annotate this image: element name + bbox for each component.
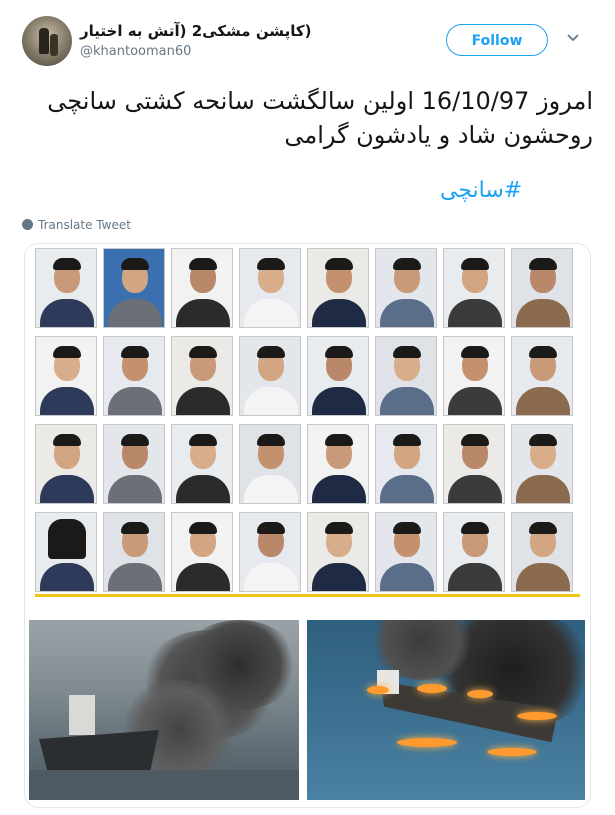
portrait-photo: [103, 248, 165, 328]
tweet-line-1: امروز 16/10/97 اولین سالگشت سانحه کشتی سانچی: [47, 87, 593, 115]
portrait-photo: [239, 424, 301, 504]
portrait-photo: [375, 248, 437, 328]
portrait-photo: [103, 336, 165, 416]
portrait-photo: [443, 512, 505, 592]
portrait-photo: [171, 336, 233, 416]
portrait-photo: [171, 512, 233, 592]
portrait-photo: [239, 336, 301, 416]
portrait-photo: [239, 248, 301, 328]
chevron-down-icon[interactable]: [566, 30, 582, 46]
avatar-soldier-icon-2: [50, 34, 58, 56]
tweet-media[interactable]: [24, 243, 591, 808]
translate-label: Translate Tweet: [38, 218, 131, 232]
portrait-photo: [375, 512, 437, 592]
tweet-header: [0, 0, 615, 80]
portrait-photo: [103, 512, 165, 592]
portrait-photo: [35, 512, 97, 592]
follow-button[interactable]: Follow: [446, 24, 548, 56]
memorial-underline: [35, 594, 580, 597]
hashtag-link[interactable]: #سانچی: [440, 178, 523, 203]
portrait-photo: [511, 512, 573, 592]
portrait-photo: [443, 336, 505, 416]
ship-burning-aerial-photo[interactable]: [307, 620, 585, 800]
portrait-photo: [307, 336, 369, 416]
translate-tweet-link[interactable]: [22, 218, 131, 232]
portrait-photo: [511, 336, 573, 416]
author-handle[interactable]: @khantooman60: [80, 44, 192, 59]
portrait-photo: [511, 248, 573, 328]
avatar[interactable]: [22, 16, 72, 66]
author-name[interactable]: (کاپشن مشکی2 (آتش به اختیار: [80, 22, 312, 40]
portrait-photo: [375, 336, 437, 416]
portrait-photo: [375, 424, 437, 504]
avatar-soldier-icon: [39, 28, 49, 54]
portrait-photo: [443, 248, 505, 328]
tweet-line-2: روحشون شاد و یادشون گرامی: [284, 121, 593, 149]
portrait-photo: [103, 424, 165, 504]
portrait-photo: [307, 248, 369, 328]
portrait-photo: [35, 424, 97, 504]
portrait-photo: [35, 248, 97, 328]
globe-icon: [22, 219, 33, 230]
portrait-photo: [511, 424, 573, 504]
tweet-text: [33, 84, 593, 152]
portrait-photo: [239, 512, 301, 592]
ship-smoke-photo[interactable]: [29, 620, 299, 800]
portrait-photo: [307, 424, 369, 504]
portrait-photo: [307, 512, 369, 592]
portrait-photo: [171, 248, 233, 328]
portrait-grid: [35, 248, 580, 596]
portrait-photo: [35, 336, 97, 416]
portrait-photo: [171, 424, 233, 504]
portrait-photo: [443, 424, 505, 504]
